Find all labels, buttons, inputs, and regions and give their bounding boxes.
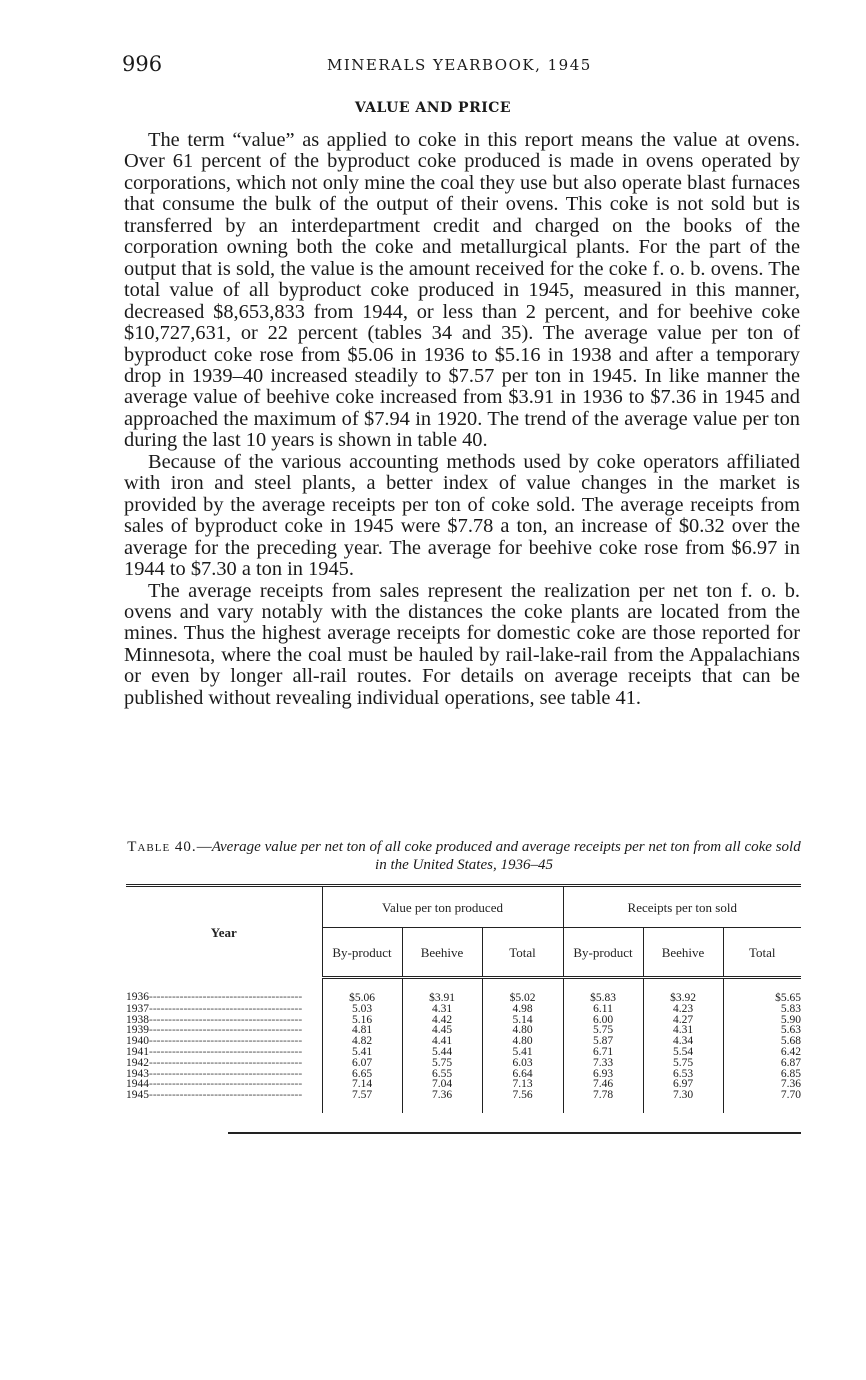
value-cell: 5.41 xyxy=(322,1047,402,1058)
value-cell: 4.42 xyxy=(402,1015,482,1026)
column-header: Beehive xyxy=(402,928,482,978)
year-column-header: Year xyxy=(126,886,322,978)
leader-dots: ---------------------------------------- xyxy=(149,991,303,1004)
running-head xyxy=(122,52,802,76)
value-cell: 7.13 xyxy=(482,1079,563,1090)
value-cell: 5.75 xyxy=(402,1058,482,1069)
year-value: 1945 xyxy=(126,1090,149,1102)
value-cell: 6.55 xyxy=(402,1069,482,1080)
table-title: Average value per net ton of all coke produced and average receipts per net ton from all coke sold in the United States, 1936–45 xyxy=(211,839,801,873)
value-cell: 6.03 xyxy=(482,1058,563,1069)
paragraph: The average receipts from sales represent the realization per net ton f. o. b. ovens and vary notably with the distances the coke plants are located from the mines. Thus the highest average receipts for domestic coke are those reported for Minnesota, where the coal must be hauled by rail-lake-rail from the Appalachians or even by longer all-rail routes. For details on average receipts that can be published without revealing individual operations, see table 41. xyxy=(124,579,800,709)
column-header: By-product xyxy=(563,928,643,978)
value-cell: 5.83 xyxy=(780,1002,802,1015)
column-header: Total xyxy=(482,928,563,978)
value-cell: 6.07 xyxy=(322,1058,402,1069)
page-number: 996 xyxy=(122,52,163,76)
value-cell: 7.30 xyxy=(643,1090,723,1113)
value-cell: 6.53 xyxy=(643,1069,723,1080)
value-cell: 5.16 xyxy=(322,1015,402,1026)
value-cell: 4.41 xyxy=(402,1036,482,1047)
value-cell: 7.46 xyxy=(563,1079,643,1090)
year-cell xyxy=(126,1058,322,1069)
year-value: 1937 xyxy=(126,1003,149,1015)
value-cell: $5.02 xyxy=(482,978,563,1004)
value-cell: 5.75 xyxy=(643,1058,723,1069)
value-cell: 7.33 xyxy=(563,1058,643,1069)
value-group-header: Value per ton produced xyxy=(322,886,563,928)
value-cell: 7.57 xyxy=(322,1090,402,1113)
leader-dots: ---------------------------------------- xyxy=(149,1057,303,1069)
value-cell: 7.36 xyxy=(402,1090,482,1113)
value-cell: 4.23 xyxy=(643,1004,723,1015)
year-cell xyxy=(126,978,322,1004)
body-text xyxy=(124,130,800,709)
value-cell: 6.65 xyxy=(322,1069,402,1080)
year-value: 1944 xyxy=(126,1079,149,1091)
value-cell: 4.98 xyxy=(482,1004,563,1015)
value-cell: 5.63 xyxy=(780,1024,802,1037)
value-cell: 7.36 xyxy=(780,1078,802,1091)
caption-dash: — xyxy=(196,839,212,855)
leader-dots: ---------------------------------------- xyxy=(149,1003,303,1015)
table-row xyxy=(126,1079,801,1090)
year-cell xyxy=(126,1090,322,1113)
table-row xyxy=(126,978,801,1004)
value-cell: 5.87 xyxy=(563,1036,643,1047)
leader-dots: ---------------------------------------- xyxy=(149,1036,303,1047)
table-row xyxy=(126,1015,801,1026)
table-row xyxy=(126,1036,801,1047)
leader-dots: ---------------------------------------- xyxy=(149,1090,303,1102)
year-value: 1938 xyxy=(126,1014,149,1026)
receipts-group-header: Receipts per ton sold xyxy=(563,886,801,928)
value-cell: $5.65 xyxy=(775,992,802,1004)
table-caption xyxy=(126,838,802,874)
value-cell: 4.81 xyxy=(322,1025,402,1036)
running-title: MINERALS YEARBOOK, 1945 xyxy=(327,56,592,74)
section-title: VALUE AND PRICE xyxy=(354,100,512,116)
leader-dots: ---------------------------------------- xyxy=(149,1079,303,1091)
paragraph: The term “value” as applied to coke in this report means the value at ovens. Over 61 percent of the byproduct coke produced is made in ovens operated by corporations, which not only mine the coal they use but also operate blast furnaces that consume the bulk of the output of their ovens. This coke is not sold but is transferred by an interdepartment credit and charged on the books of the corporation owning both the coke and metallurgical plants. For the part of the output that is sold, the value is the amount received for the coke f. o. b. ovens. The total value of all byproduct coke produced in 1945, measured in this manner, decreased $8,653,833 from 1944, or less than 2 percent, and for beehive coke $10,727,631, or 22 percent (tables 34 and 35). The average value per ton of byproduct coke rose from $5.06 in 1936 to $5.16 in 1938 and after a temporary drop in 1939–40 increased steadily to $7.57 per ton in 1945. In like manner the average value of beehive coke increased from $3.91 in 1936 to $7.36 in 1945 and approached the maximum of $7.94 in 1920. The trend of the average value per ton during the last 10 years is shown in table 40. xyxy=(124,129,800,452)
value-cell: 6.42 xyxy=(780,1045,802,1058)
value-cell: 5.03 xyxy=(322,1004,402,1015)
year-cell xyxy=(126,1069,322,1080)
value-cell: 4.27 xyxy=(643,1015,723,1026)
value-cell: 4.34 xyxy=(643,1036,723,1047)
column-header: By-product xyxy=(322,928,402,978)
leader-dots: ---------------------------------------- xyxy=(149,1014,303,1026)
value-cell: 4.80 xyxy=(482,1036,563,1047)
year-value: 1936 xyxy=(126,991,149,1004)
table-row xyxy=(126,1069,801,1080)
value-cell: 6.87 xyxy=(780,1056,802,1069)
value-cell: 6.85 xyxy=(780,1067,802,1080)
value-cell: 4.45 xyxy=(402,1025,482,1036)
value-cell: 7.56 xyxy=(482,1090,563,1113)
table-body xyxy=(126,978,801,1113)
leader-dots: ---------------------------------------- xyxy=(149,1068,303,1080)
value-cell: 7.14 xyxy=(322,1079,402,1090)
year-value: 1942 xyxy=(126,1057,149,1069)
value-cell: 4.80 xyxy=(482,1025,563,1036)
value-cell: 5.44 xyxy=(402,1047,482,1058)
leader-dots: ---------------------------------------- xyxy=(149,1025,303,1037)
value-cell: 6.11 xyxy=(563,1004,643,1015)
value-cell: 5.41 xyxy=(482,1047,563,1058)
value-cell: 6.64 xyxy=(482,1069,563,1080)
value-cell: $5.06 xyxy=(322,978,402,1004)
value-cell: 6.71 xyxy=(563,1047,643,1058)
data-table xyxy=(126,884,801,1113)
table-row xyxy=(126,1004,801,1015)
leader-dots: ---------------------------------------- xyxy=(149,1046,303,1058)
value-cell: 5.54 xyxy=(643,1047,723,1058)
value-cell: 6.93 xyxy=(563,1069,643,1080)
year-cell xyxy=(126,1025,322,1036)
value-cell: 7.04 xyxy=(402,1079,482,1090)
value-cell: 6.97 xyxy=(643,1079,723,1090)
value-cell: 5.68 xyxy=(780,1035,802,1048)
year-cell xyxy=(126,1015,322,1026)
year-value: 1943 xyxy=(126,1068,149,1080)
year-cell xyxy=(126,1004,322,1015)
table-row xyxy=(126,1090,801,1113)
value-cell: 5.90 xyxy=(780,1013,802,1026)
table-label: Table 40. xyxy=(127,839,197,855)
table-row xyxy=(126,1047,801,1058)
table-bottom-rule xyxy=(228,1132,801,1134)
year-cell xyxy=(126,1047,322,1058)
value-cell: $3.92 xyxy=(643,978,723,1004)
year-value: 1940 xyxy=(126,1036,149,1047)
year-value: 1941 xyxy=(126,1046,149,1058)
value-cell: 6.00 xyxy=(563,1015,643,1026)
table-row xyxy=(126,1025,801,1036)
value-cell: 7.78 xyxy=(563,1090,643,1113)
value-cell: 5.75 xyxy=(563,1025,643,1036)
value-cell: 7.70 xyxy=(780,1089,802,1102)
year-cell xyxy=(126,1079,322,1090)
value-cell: 4.82 xyxy=(322,1036,402,1047)
value-cell: $3.91 xyxy=(402,978,482,1004)
year-cell xyxy=(126,1036,322,1047)
table-row xyxy=(126,1058,801,1069)
year-value: 1939 xyxy=(126,1025,149,1037)
value-cell: 4.31 xyxy=(402,1004,482,1015)
paragraph: Because of the various accounting methods used by coke operators affiliated with iron and steel plants, a better index of value changes in the market is provided by the average receipts per ton of coke sold. The average receipts from sales of byproduct coke in 1945 were $7.78 a ton, an increase of $0.32 over the average for the preceding year. The average for beehive coke rose from $6.97 in 1944 to $7.30 a ton in 1945. xyxy=(124,450,800,581)
value-cell: 4.31 xyxy=(643,1025,723,1036)
column-header: Total xyxy=(723,928,801,978)
value-cell: 5.14 xyxy=(482,1015,563,1026)
value-cell: $5.83 xyxy=(563,978,643,1004)
column-header: Beehive xyxy=(643,928,723,978)
